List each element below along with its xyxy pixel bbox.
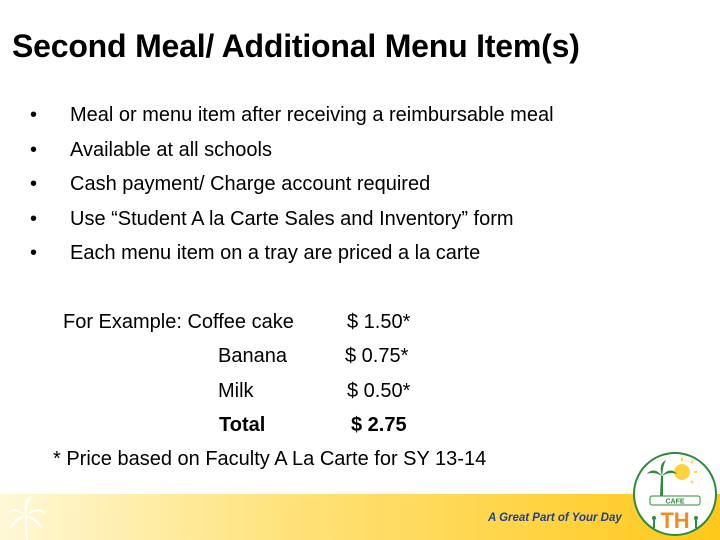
bullet-item <box>30 236 554 271</box>
bullet-text: Available at all schools <box>70 138 272 161</box>
bullet-list <box>30 98 554 271</box>
example-total-label: Total <box>219 414 266 436</box>
bullet-dot-icon: • <box>30 242 38 264</box>
bullet-text: Meal or menu item after receiving a reimbursable meal <box>70 104 554 126</box>
palm-tree-icon <box>4 494 48 540</box>
bullet-text: Cash payment/ Charge account required <box>70 173 431 195</box>
th-cafe-logo <box>630 448 720 540</box>
example-price-coffee-cake: $ 1.50* <box>347 311 411 333</box>
example-item-milk: Milk <box>218 380 254 402</box>
bullet-item <box>30 167 554 202</box>
example-price-milk: $ 0.50* <box>347 380 411 402</box>
bullet-text: Each menu item on a tray are priced a la carte <box>70 242 481 264</box>
bullet-dot-icon: • <box>30 207 38 230</box>
example-total-price: $ 2.75 <box>351 414 407 436</box>
logo-th-letters: TH <box>660 508 690 533</box>
bullet-dot-icon: • <box>30 173 38 195</box>
example-footnote: * Price based on Faculty A La Carte for SY 13-14 <box>53 448 487 470</box>
logo-cafe-text: CAFE <box>665 498 685 506</box>
example-price-banana: $ 0.75* <box>345 345 409 367</box>
bullet-dot-icon: • <box>30 104 38 126</box>
bullet-item <box>30 98 554 133</box>
footer-tagline: A Great Part of Your Day <box>488 512 622 524</box>
bullet-item <box>30 202 554 237</box>
example-item-banana: Banana <box>218 345 287 367</box>
bullet-text: Use “Student A la Carte Sales and Inventory” form <box>70 207 514 230</box>
slide-title: Second Meal/ Additional Menu Item(s) <box>12 28 580 64</box>
bullet-dot-icon: • <box>30 138 38 161</box>
bullet-item <box>30 133 554 168</box>
example-intro: For Example: Coffee cake <box>63 311 294 333</box>
